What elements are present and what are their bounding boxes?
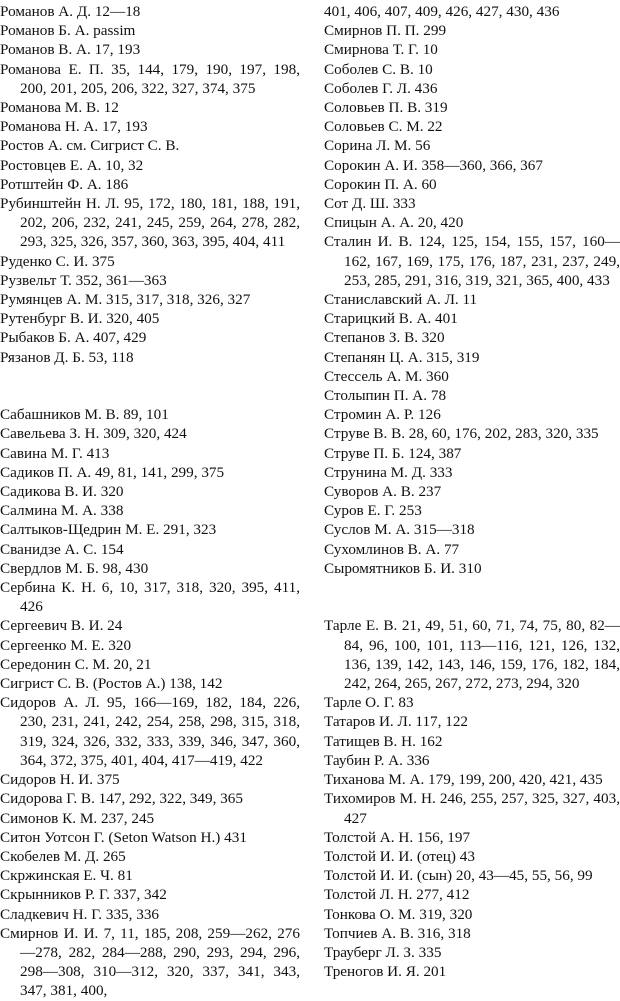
- index-entry: Романова Н. А. 17, 193: [0, 118, 148, 136]
- index-entry: Сабашников М. В. 89, 101: [0, 406, 169, 424]
- index-entry: Сванидзе А. С. 154: [0, 540, 124, 558]
- index-entry: Спицын А. А. 20, 420: [324, 214, 464, 232]
- index-entry: Скрынников Р. Г. 337, 342: [0, 886, 167, 904]
- index-entry: Смирнова Т. Г. 10: [324, 41, 438, 59]
- index-entry: Скобелев М. Д. 265: [0, 847, 126, 865]
- index-entry: Сидоров А. Л. 95, 166—169, 182, 184, 226, 230, 231, 241, 242, 254, 258, 298, 315, 318, 319, 324, 326, 332, 333, 339, 346, 347, 360, 364, 372, 375, 401, 404, 417—419, 422: [0, 694, 300, 769]
- index-entry: Романов Б. А. passim: [0, 22, 136, 40]
- index-entry: Соболев Г. Л. 436: [324, 79, 438, 97]
- index-entry: Садиков П. А. 49, 81, 141, 299, 375: [0, 463, 225, 481]
- index-entry: Толстой Л. Н. 277, 412: [324, 886, 470, 904]
- index-entry: Смирнов И. И. 7, 11, 185, 208, 259—262, 276—278, 282, 284—288, 290, 293, 294, 296, 298—308, 310—312, 320, 337, 341, 343, 347, 381, 400,: [0, 924, 300, 1000]
- index-entry: Тарле Е. В. 21, 49, 51, 60, 71, 74, 75, 80, 82—84, 96, 100, 101, 113—116, 121, 126, 132, 136, 139, 142, 143, 146, 159, 176, 182, 184, 242, 264, 265, 267, 272, 273, 294, 320: [324, 617, 620, 693]
- index-entry: Татищев В. Н. 162: [324, 732, 443, 750]
- index-entry: Сербина К. Н. 6, 10, 317, 318, 320, 395, 411, 426: [0, 579, 300, 616]
- index-entry: Струве В. В. 28, 60, 176, 202, 283, 320, 335: [324, 425, 599, 443]
- index-entry: Рыбаков Б. А. 407, 429: [0, 329, 147, 347]
- index-entry: Сухомлинов В. А. 77: [324, 540, 460, 558]
- index-group-r: [0, 2, 300, 367]
- index-entry: Степанян Ц. А. 315, 319: [324, 348, 480, 366]
- index-entry: Степанов З. В. 320: [324, 329, 445, 347]
- index-entry: Сидорова Г. В. 147, 292, 322, 349, 365: [0, 790, 243, 808]
- index-entry: Романов А. Д. 12—18: [0, 3, 141, 20]
- index-entry: Руденко С. И. 375: [0, 252, 115, 270]
- index-entry: Суворов А. В. 237: [324, 483, 442, 501]
- index-entry: Станиславский А. Л. 11: [324, 291, 478, 309]
- index-entry: Таубин Р. А. 336: [324, 751, 430, 769]
- index-entry: Толстой А. Н. 156, 197: [324, 828, 471, 846]
- index-entry: Сорокин А. И. 358—360, 366, 367: [324, 156, 543, 174]
- index-entry: Румянцев А. М. 315, 317, 318, 326, 327: [0, 291, 251, 309]
- index-entry: Сигрист С. В. (Ростов А.) 138, 142: [0, 675, 223, 693]
- index-entry: Рутенбург В. И. 320, 405: [0, 310, 160, 328]
- index-entry: Тонкова О. М. 319, 320: [324, 905, 473, 923]
- index-entry: Суслов М. А. 315—318: [324, 521, 475, 539]
- index-entry: Сталин И. В. 124, 125, 154, 155, 157, 160—162, 167, 169, 175, 176, 187, 231, 237, 249, 253, 285, 291, 316, 319, 321, 365, 400, 433: [324, 233, 620, 289]
- group-spacer: [0, 386, 300, 405]
- index-group-s: [0, 405, 300, 1000]
- index-entry: Сладкевич Н. Г. 335, 336: [0, 905, 160, 923]
- index-column-right: [324, 2, 620, 981]
- index-entry: Татаров И. Л. 117, 122: [324, 713, 469, 731]
- index-entry: Сорокин П. А. 60: [324, 175, 437, 193]
- index-entry: Струве П. Б. 124, 387: [324, 444, 462, 462]
- index-entry: Садикова В. И. 320: [0, 483, 124, 501]
- index-entry: Струнина М. Д. 333: [324, 463, 453, 481]
- index-entry: Стессель А. М. 360: [324, 367, 449, 385]
- group-spacer: [324, 597, 620, 616]
- index-entry: Сот Д. Ш. 333: [324, 195, 416, 213]
- index-entry: 401, 406, 407, 409, 426, 427, 430, 436: [324, 3, 560, 20]
- index-entry: Салмина М. А. 338: [0, 502, 124, 520]
- index-entry: Ростовцев Е. А. 10, 32: [0, 156, 144, 174]
- index-entry: Тихомиров М. Н. 246, 255, 257, 325, 327, 403, 427: [324, 790, 620, 827]
- index-entry: Ситон Уотсон Г. (Seton Watson H.) 431: [0, 828, 247, 846]
- index-entry: Романова Е. П. 35, 144, 179, 190, 197, 198, 200, 201, 205, 206, 322, 327, 374, 375: [0, 60, 300, 97]
- index-entry: Соловьев П. В. 319: [324, 99, 448, 117]
- index-entry: Треногов И. Я. 201: [324, 963, 447, 981]
- index-entry: Соболев С. В. 10: [324, 60, 433, 78]
- index-entry: Рязанов Д. Б. 53, 118: [0, 348, 134, 366]
- index-entry: Сидоров Н. И. 375: [0, 771, 120, 789]
- index-entry: Савельева З. Н. 309, 320, 424: [0, 425, 187, 443]
- index-entry: Савина М. Г. 413: [0, 444, 110, 462]
- index-entry: Трауберг Л. З. 335: [324, 943, 442, 961]
- index-entry: Романова М. В. 12: [0, 99, 119, 117]
- index-entry: Середонин С. М. 20, 21: [0, 655, 152, 673]
- index-entry: Сергеенко М. Е. 320: [0, 636, 132, 654]
- index-group-s-cont: [324, 2, 620, 578]
- index-entry: Сорина Л. М. 56: [324, 137, 431, 155]
- group-spacer: [0, 367, 300, 386]
- index-entry: Топчиев А. В. 316, 318: [324, 924, 471, 942]
- index-group-t: [324, 616, 620, 981]
- index-column-left: [0, 2, 300, 1001]
- index-entry: Толстой И. И. (сын) 20, 43—45, 55, 56, 99: [324, 867, 593, 885]
- index-entry: Рубинштейн Н. Л. 95, 172, 180, 181, 188, 191, 202, 206, 232, 241, 245, 259, 264, 278, 282, 293, 325, 326, 357, 360, 363, 395, 404, 411: [0, 195, 300, 251]
- index-entry: Соловьев С. М. 22: [324, 118, 443, 136]
- index-entry: Суров Е. Г. 253: [324, 502, 422, 520]
- index-entry: Ростов А. см. Сигрист С. В.: [0, 137, 180, 155]
- index-entry: Тарле О. Г. 83: [324, 694, 414, 712]
- index-entry: Ротштейн Ф. А. 186: [0, 175, 129, 193]
- index-entry: Салтыков-Щедрин М. Е. 291, 323: [0, 521, 217, 539]
- index-entry: Сергеевич В. И. 24: [0, 617, 123, 635]
- index-entry: Тиханова М. А. 179, 199, 200, 420, 421, 435: [324, 771, 603, 789]
- index-entry: Стромин А. Р. 126: [324, 406, 441, 424]
- group-spacer: [324, 578, 620, 597]
- index-entry: Сыромятников Б. И. 310: [324, 559, 482, 577]
- index-entry: Старицкий В. А. 401: [324, 310, 458, 328]
- index-entry: Столыпин П. А. 78: [324, 387, 447, 405]
- index-entry: Скржинская Е. Ч. 81: [0, 867, 133, 885]
- index-entry: Свердлов М. Б. 98, 430: [0, 559, 149, 577]
- index-entry: Романов В. А. 17, 193: [0, 41, 141, 59]
- index-entry: Толстой И. И. (отец) 43: [324, 847, 475, 865]
- index-entry: Смирнов П. П. 299: [324, 22, 447, 40]
- index-entry: Рузвельт Т. 352, 361—363: [0, 271, 167, 289]
- index-entry: Симонов К. М. 237, 245: [0, 809, 155, 827]
